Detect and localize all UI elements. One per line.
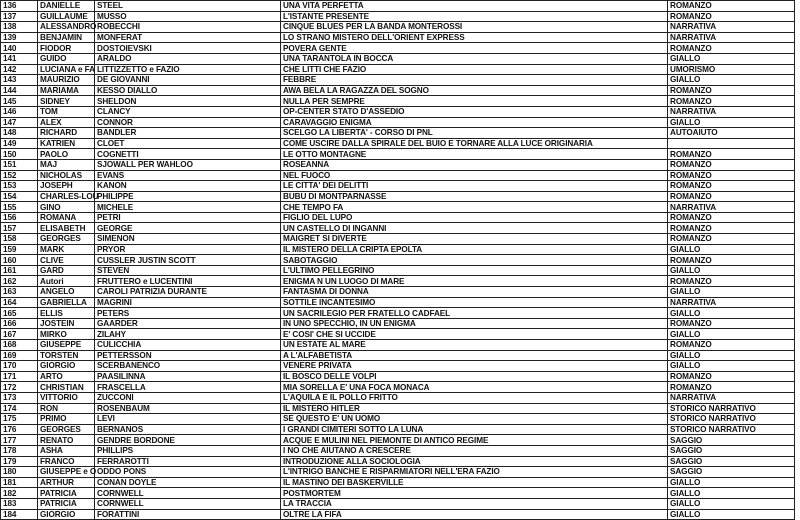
table-row xyxy=(1,276,795,287)
table-row xyxy=(1,477,795,488)
book-title-cell: IL MASTINO DEI BASKERVILLE xyxy=(281,477,668,488)
author-first-name-cell: TORSTEN xyxy=(38,350,95,361)
table-row xyxy=(1,149,795,160)
table-row xyxy=(1,382,795,393)
author-last-name-cell: ODDO PONS xyxy=(95,467,281,478)
author-last-name-cell: PETRI xyxy=(95,212,281,223)
author-first-name-cell: MARK xyxy=(38,244,95,255)
table-row xyxy=(1,456,795,467)
table-row xyxy=(1,202,795,213)
author-last-name-cell: ZILAHY xyxy=(95,329,281,340)
genre-cell: GIALLO xyxy=(668,53,795,64)
book-title-cell: UN ESTATE AL MARE xyxy=(281,340,668,351)
author-last-name-cell: PHILIPPE xyxy=(95,191,281,202)
genre-cell: GIALLO xyxy=(668,498,795,509)
author-last-name-cell: SCERBANENCO xyxy=(95,361,281,372)
author-last-name-cell: FERRAROTTI xyxy=(95,456,281,467)
author-last-name-cell: STEVEN xyxy=(95,265,281,276)
author-first-name-cell: VITTORIO xyxy=(38,392,95,403)
book-title-cell: IL MISTERO HITLER xyxy=(281,403,668,414)
author-last-name-cell: CULICCHIA xyxy=(95,340,281,351)
row-number-cell: 165 xyxy=(1,308,38,319)
row-number-cell: 174 xyxy=(1,403,38,414)
book-title-cell: FEBBRE xyxy=(281,75,668,86)
table-row xyxy=(1,1,795,12)
table-row xyxy=(1,297,795,308)
genre-cell: GIALLO xyxy=(668,308,795,319)
book-title-cell: L'AQUILA E IL POLLO FRITTO xyxy=(281,392,668,403)
table-row xyxy=(1,414,795,425)
row-number-cell: 137 xyxy=(1,11,38,22)
row-number-cell: 149 xyxy=(1,138,38,149)
row-number-cell: 156 xyxy=(1,212,38,223)
genre-cell: NARRATIVA xyxy=(668,32,795,43)
row-number-cell: 158 xyxy=(1,234,38,245)
author-last-name-cell: CORNWELL xyxy=(95,498,281,509)
row-number-cell: 163 xyxy=(1,287,38,298)
author-first-name-cell: ELISABETH xyxy=(38,223,95,234)
table-row xyxy=(1,106,795,117)
table-row xyxy=(1,53,795,64)
author-first-name-cell: MARIAMA xyxy=(38,85,95,96)
book-title-cell: ACQUE E MULINI NEL PIEMONTE DI ANTICO REGIME xyxy=(281,435,668,446)
book-title-cell: OLTRE LA FIFA xyxy=(281,509,668,520)
table-row xyxy=(1,424,795,435)
author-first-name-cell: PATRICIA xyxy=(38,498,95,509)
author-last-name-cell: SIMENON xyxy=(95,234,281,245)
row-number-cell: 148 xyxy=(1,128,38,139)
table-row xyxy=(1,287,795,298)
author-first-name-cell: GIORGIO xyxy=(38,361,95,372)
table-row xyxy=(1,435,795,446)
author-first-name-cell: FIODOR xyxy=(38,43,95,54)
genre-cell: ROMANZO xyxy=(668,318,795,329)
author-last-name-cell: ARALDO xyxy=(95,53,281,64)
row-number-cell: 183 xyxy=(1,498,38,509)
table-row xyxy=(1,361,795,372)
row-number-cell: 141 xyxy=(1,53,38,64)
genre-cell: NARRATIVA xyxy=(668,297,795,308)
genre-cell: NARRATIVA xyxy=(668,22,795,33)
genre-cell: GIALLO xyxy=(668,477,795,488)
row-number-cell: 166 xyxy=(1,318,38,329)
book-title-cell: NULLA PER SEMPRE xyxy=(281,96,668,107)
row-number-cell: 153 xyxy=(1,181,38,192)
book-title-cell: COME USCIRE DALLA SPIRALE DEL BUIO E TORNARE ALLA LUCE ORIGINARIA xyxy=(281,138,668,149)
genre-cell: GIALLO xyxy=(668,117,795,128)
author-last-name-cell: LEVI xyxy=(95,414,281,425)
book-title-cell: CARAVAGGIO ENIGMA xyxy=(281,117,668,128)
genre-cell: ROMANZO xyxy=(668,149,795,160)
book-title-cell: LE OTTO MONTAGNE xyxy=(281,149,668,160)
author-last-name-cell: PETTERSSON xyxy=(95,350,281,361)
author-last-name-cell: EVANS xyxy=(95,170,281,181)
table-row xyxy=(1,43,795,54)
genre-cell: ROMANZO xyxy=(668,1,795,12)
genre-cell: ROMANZO xyxy=(668,191,795,202)
author-first-name-cell: BENJAMIN xyxy=(38,32,95,43)
book-title-cell: NEL FUOCO xyxy=(281,170,668,181)
book-title-cell: SE QUESTO E' UN UOMO xyxy=(281,414,668,425)
author-last-name-cell: MICHELE xyxy=(95,202,281,213)
book-title-cell: INTRODUZIONE ALLA SOCIOLOGIA xyxy=(281,456,668,467)
author-last-name-cell: GENDRE BORDONE xyxy=(95,435,281,446)
table-row xyxy=(1,159,795,170)
genre-cell: NARRATIVA xyxy=(668,392,795,403)
book-title-cell: LA TRACCIA xyxy=(281,498,668,509)
row-number-cell: 139 xyxy=(1,32,38,43)
row-number-cell: 164 xyxy=(1,297,38,308)
row-number-cell: 138 xyxy=(1,22,38,33)
book-title-cell: UN CASTELLO DI INGANNI xyxy=(281,223,668,234)
author-first-name-cell: ALEX xyxy=(38,117,95,128)
row-number-cell: 143 xyxy=(1,75,38,86)
row-number-cell: 173 xyxy=(1,392,38,403)
book-title-cell: A L'ALFABETISTA xyxy=(281,350,668,361)
book-title-cell: IL MISTERO DELLA CRIPTA EPOLTA xyxy=(281,244,668,255)
book-title-cell: BUBU DI MONTPARNASSE xyxy=(281,191,668,202)
genre-cell: AUTOAIUTO xyxy=(668,128,795,139)
row-number-cell: 152 xyxy=(1,170,38,181)
row-number-cell: 181 xyxy=(1,477,38,488)
author-first-name-cell: ARTHUR xyxy=(38,477,95,488)
genre-cell: GIALLO xyxy=(668,329,795,340)
author-first-name-cell: RENATO xyxy=(38,435,95,446)
author-last-name-cell: SJOWALL PER WAHLOO xyxy=(95,159,281,170)
genre-cell: GIALLO xyxy=(668,509,795,520)
book-title-cell: AWA BELA LA RAGAZZA DEL SOGNO xyxy=(281,85,668,96)
genre-cell: GIALLO xyxy=(668,265,795,276)
author-first-name-cell: CHARLES-LOU xyxy=(38,191,95,202)
table-row xyxy=(1,64,795,75)
author-last-name-cell: BERNANOS xyxy=(95,424,281,435)
book-title-cell: VENERE PRIVATA xyxy=(281,361,668,372)
table-row xyxy=(1,488,795,499)
author-first-name-cell: GIUSEPPE e O xyxy=(38,467,95,478)
genre-cell: SAGGIO xyxy=(668,435,795,446)
author-first-name-cell: GABRIELLA xyxy=(38,297,95,308)
genre-cell: NARRATIVA xyxy=(668,202,795,213)
author-first-name-cell: GIORGIO xyxy=(38,509,95,520)
table-row xyxy=(1,318,795,329)
genre-cell: UMORISMO xyxy=(668,64,795,75)
book-title-cell: ENIGMA N UN LUOGO DI MARE xyxy=(281,276,668,287)
row-number-cell: 168 xyxy=(1,340,38,351)
table-row xyxy=(1,392,795,403)
author-last-name-cell: MONFERAT xyxy=(95,32,281,43)
author-first-name-cell: SIDNEY xyxy=(38,96,95,107)
row-number-cell: 172 xyxy=(1,382,38,393)
row-number-cell: 145 xyxy=(1,96,38,107)
genre-cell: STORICO NARRATIVO xyxy=(668,424,795,435)
book-title-cell: UNA VITA PERFETTA xyxy=(281,1,668,12)
author-first-name-cell: RICHARD xyxy=(38,128,95,139)
table-row xyxy=(1,96,795,107)
table-row xyxy=(1,371,795,382)
author-last-name-cell: MUSSO xyxy=(95,11,281,22)
author-first-name-cell: JOSEPH xyxy=(38,181,95,192)
author-last-name-cell: ROBECCHI xyxy=(95,22,281,33)
author-last-name-cell: DOSTOIEVSKI xyxy=(95,43,281,54)
genre-cell: SAGGIO xyxy=(668,445,795,456)
genre-cell: GIALLO xyxy=(668,488,795,499)
author-last-name-cell: DE GIOVANNI xyxy=(95,75,281,86)
genre-cell: ROMANZO xyxy=(668,340,795,351)
table-row xyxy=(1,22,795,33)
author-first-name-cell: KATRIEN xyxy=(38,138,95,149)
table-row xyxy=(1,234,795,245)
row-number-cell: 144 xyxy=(1,85,38,96)
genre-cell: ROMANZO xyxy=(668,371,795,382)
row-number-cell: 184 xyxy=(1,509,38,520)
book-title-cell: SABOTAGGIO xyxy=(281,255,668,266)
genre-cell: SAGGIO xyxy=(668,467,795,478)
table-row xyxy=(1,509,795,520)
author-last-name-cell: SHELDON xyxy=(95,96,281,107)
genre-cell: ROMANZO xyxy=(668,276,795,287)
author-first-name-cell: JOSTEIN xyxy=(38,318,95,329)
table-row xyxy=(1,340,795,351)
author-last-name-cell: KANON xyxy=(95,181,281,192)
author-last-name-cell: PETERS xyxy=(95,308,281,319)
book-title-cell: ROSEANNA xyxy=(281,159,668,170)
row-number-cell: 180 xyxy=(1,467,38,478)
book-title-cell: L'ULTIMO PELLEGRINO xyxy=(281,265,668,276)
book-title-cell: POVERA GENTE xyxy=(281,43,668,54)
book-title-cell: L'ISTANTE PRESENTE xyxy=(281,11,668,22)
book-title-cell: SOTTILE INCANTESIMO xyxy=(281,297,668,308)
author-last-name-cell: CLANCY xyxy=(95,106,281,117)
book-list-body xyxy=(1,1,795,520)
author-last-name-cell: MAGRINI xyxy=(95,297,281,308)
table-row xyxy=(1,181,795,192)
table-row xyxy=(1,138,795,149)
book-title-cell: E' COSI' CHE SI UCCIDE xyxy=(281,329,668,340)
row-number-cell: 176 xyxy=(1,424,38,435)
author-last-name-cell: CLOET xyxy=(95,138,281,149)
book-title-cell: IN UNO SPECCHIO, IN UN ENIGMA xyxy=(281,318,668,329)
row-number-cell: 182 xyxy=(1,488,38,499)
table-row xyxy=(1,85,795,96)
table-row xyxy=(1,498,795,509)
table-row xyxy=(1,191,795,202)
table-row xyxy=(1,170,795,181)
author-last-name-cell: CONAN DOYLE xyxy=(95,477,281,488)
author-first-name-cell: PAOLO xyxy=(38,149,95,160)
genre-cell: GIALLO xyxy=(668,244,795,255)
author-last-name-cell: COGNETTI xyxy=(95,149,281,160)
genre-cell: GIALLO xyxy=(668,350,795,361)
author-first-name-cell: TOM xyxy=(38,106,95,117)
table-row xyxy=(1,445,795,456)
author-first-name-cell: Autori xyxy=(38,276,95,287)
book-title-cell: IL BOSCO DELLE VOLPI xyxy=(281,371,668,382)
row-number-cell: 147 xyxy=(1,117,38,128)
author-first-name-cell: GIUSEPPE xyxy=(38,340,95,351)
genre-cell: ROMANZO xyxy=(668,234,795,245)
book-title-cell: SCELGO LA LIBERTA' - CORSO DI PNL xyxy=(281,128,668,139)
book-title-cell: FIGLIO DEL LUPO xyxy=(281,212,668,223)
genre-cell: ROMANZO xyxy=(668,85,795,96)
author-last-name-cell: CONNOR xyxy=(95,117,281,128)
genre-cell: SAGGIO xyxy=(668,456,795,467)
author-first-name-cell: ALESSANDRO xyxy=(38,22,95,33)
row-number-cell: 171 xyxy=(1,371,38,382)
genre-cell: GIALLO xyxy=(668,75,795,86)
row-number-cell: 178 xyxy=(1,445,38,456)
book-title-cell: CHE TEMPO FA xyxy=(281,202,668,213)
book-title-cell: I NO CHE AIUTANO A CRESCERE xyxy=(281,445,668,456)
author-first-name-cell: MIRKO xyxy=(38,329,95,340)
genre-cell: ROMANZO xyxy=(668,11,795,22)
table-row xyxy=(1,403,795,414)
book-title-cell: CHE LITTI CHE FAZIO xyxy=(281,64,668,75)
book-title-cell: UNA TARANTOLA IN BOCCA xyxy=(281,53,668,64)
book-title-cell: LE CITTA' DEI DELITTI xyxy=(281,181,668,192)
book-title-cell: MAIGRET SI DIVERTE xyxy=(281,234,668,245)
book-title-cell: LO STRANO MISTERO DELL'ORIENT EXPRESS xyxy=(281,32,668,43)
author-first-name-cell: MAJ xyxy=(38,159,95,170)
table-row xyxy=(1,117,795,128)
author-first-name-cell: LUCIANA e FA xyxy=(38,64,95,75)
genre-cell xyxy=(668,138,795,149)
row-number-cell: 175 xyxy=(1,414,38,425)
author-first-name-cell: ELLIS xyxy=(38,308,95,319)
row-number-cell: 150 xyxy=(1,149,38,160)
author-last-name-cell: CORNWELL xyxy=(95,488,281,499)
genre-cell: ROMANZO xyxy=(668,382,795,393)
table-row xyxy=(1,244,795,255)
author-first-name-cell: GUILLAUME xyxy=(38,11,95,22)
author-first-name-cell: DANIELLE xyxy=(38,1,95,12)
author-first-name-cell: GARD xyxy=(38,265,95,276)
row-number-cell: 146 xyxy=(1,106,38,117)
book-title-cell: L'INTRIGO BANCHE E RISPARMIATORI NELL'ERA FAZIO xyxy=(281,467,668,478)
row-number-cell: 142 xyxy=(1,64,38,75)
genre-cell: ROMANZO xyxy=(668,181,795,192)
author-last-name-cell: CUSSLER JUSTIN SCOTT xyxy=(95,255,281,266)
row-number-cell: 160 xyxy=(1,255,38,266)
genre-cell: ROMANZO xyxy=(668,96,795,107)
author-first-name-cell: ARTO xyxy=(38,371,95,382)
table-row xyxy=(1,467,795,478)
row-number-cell: 154 xyxy=(1,191,38,202)
author-first-name-cell: GEORGES xyxy=(38,234,95,245)
author-last-name-cell: PHILLIPS xyxy=(95,445,281,456)
author-first-name-cell: GEORGES xyxy=(38,424,95,435)
genre-cell: NARRATIVA xyxy=(668,106,795,117)
row-number-cell: 169 xyxy=(1,350,38,361)
table-row xyxy=(1,308,795,319)
book-title-cell: OP-CENTER STATO D'ASSEDIO xyxy=(281,106,668,117)
author-last-name-cell: GEORGE xyxy=(95,223,281,234)
genre-cell: ROMANZO xyxy=(668,43,795,54)
author-first-name-cell: CLIVE xyxy=(38,255,95,266)
author-first-name-cell: FRANCO xyxy=(38,456,95,467)
author-last-name-cell: STEEL xyxy=(95,1,281,12)
author-first-name-cell: MAURIZIO xyxy=(38,75,95,86)
author-first-name-cell: NICHOLAS xyxy=(38,170,95,181)
row-number-cell: 151 xyxy=(1,159,38,170)
author-first-name-cell: ROMANA xyxy=(38,212,95,223)
author-first-name-cell: GUIDO xyxy=(38,53,95,64)
author-last-name-cell: FRUTTERO e LUCENTINI xyxy=(95,276,281,287)
row-number-cell: 155 xyxy=(1,202,38,213)
author-last-name-cell: PRYOR xyxy=(95,244,281,255)
table-row xyxy=(1,255,795,266)
book-title-cell: POSTMORTEM xyxy=(281,488,668,499)
row-number-cell: 167 xyxy=(1,329,38,340)
book-title-cell: I GRANDI CIMITERI SOTTO LA LUNA xyxy=(281,424,668,435)
row-number-cell: 162 xyxy=(1,276,38,287)
book-title-cell: UN SACRILEGIO PER FRATELLO CADFAEL xyxy=(281,308,668,319)
genre-cell: ROMANZO xyxy=(668,255,795,266)
table-row xyxy=(1,265,795,276)
row-number-cell: 177 xyxy=(1,435,38,446)
genre-cell: STORICO NARRATIVO xyxy=(668,403,795,414)
row-number-cell: 159 xyxy=(1,244,38,255)
author-last-name-cell: FORATTINI xyxy=(95,509,281,520)
genre-cell: ROMANZO xyxy=(668,223,795,234)
genre-cell: ROMANZO xyxy=(668,159,795,170)
book-title-cell: MIA SORELLA E' UNA FOCA MONACA xyxy=(281,382,668,393)
row-number-cell: 140 xyxy=(1,43,38,54)
book-title-cell: CINQUE BLUES PER LA BANDA MONTEROSSI xyxy=(281,22,668,33)
row-number-cell: 157 xyxy=(1,223,38,234)
author-last-name-cell: KESSO DIALLO xyxy=(95,85,281,96)
row-number-cell: 179 xyxy=(1,456,38,467)
author-last-name-cell: ZUCCONI xyxy=(95,392,281,403)
genre-cell: GIALLO xyxy=(668,361,795,372)
author-first-name-cell: PATRICIA xyxy=(38,488,95,499)
author-first-name-cell: ASHA xyxy=(38,445,95,456)
author-last-name-cell: FRASCELLA xyxy=(95,382,281,393)
table-row xyxy=(1,32,795,43)
table-row xyxy=(1,329,795,340)
author-last-name-cell: CAROLI PATRIZIA DURANTE xyxy=(95,287,281,298)
table-row xyxy=(1,128,795,139)
author-last-name-cell: BANDLER xyxy=(95,128,281,139)
author-last-name-cell: ROSENBAUM xyxy=(95,403,281,414)
author-last-name-cell: LITTIZZETTO e FAZIO xyxy=(95,64,281,75)
author-first-name-cell: CHRISTIAN xyxy=(38,382,95,393)
author-first-name-cell: PRIMO xyxy=(38,414,95,425)
author-last-name-cell: GAARDER xyxy=(95,318,281,329)
author-first-name-cell: GINO xyxy=(38,202,95,213)
author-first-name-cell: RON xyxy=(38,403,95,414)
author-first-name-cell: ANGELO xyxy=(38,287,95,298)
author-last-name-cell: PAASILINNA xyxy=(95,371,281,382)
table-row xyxy=(1,75,795,86)
genre-cell: GIALLO xyxy=(668,287,795,298)
row-number-cell: 136 xyxy=(1,1,38,12)
book-title-cell: FANTASMA DI DONNA xyxy=(281,287,668,298)
genre-cell: STORICO NARRATIVO xyxy=(668,414,795,425)
genre-cell: ROMANZO xyxy=(668,170,795,181)
row-number-cell: 170 xyxy=(1,361,38,372)
table-row xyxy=(1,350,795,361)
row-number-cell: 161 xyxy=(1,265,38,276)
table-row xyxy=(1,223,795,234)
table-row xyxy=(1,212,795,223)
table-row xyxy=(1,11,795,22)
genre-cell: ROMANZO xyxy=(668,212,795,223)
